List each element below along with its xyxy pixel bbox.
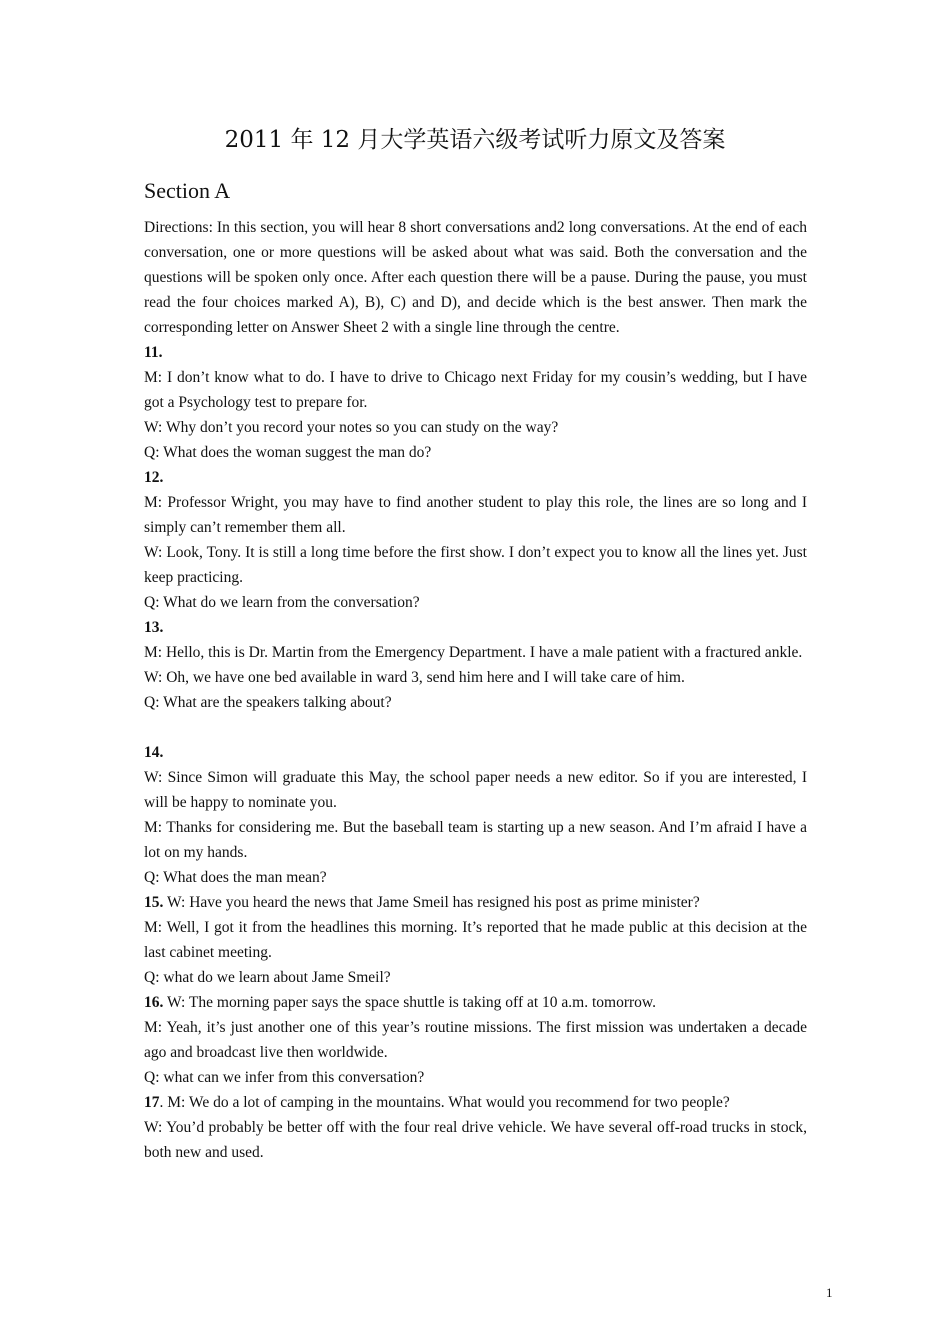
dialogue-line: W: Why don’t you record your notes so you can study on the way? xyxy=(144,419,559,436)
question-number-17: 17 xyxy=(144,1094,160,1111)
dialogue-line: 15. W: Have you heard the news that Jame Smeil has resigned his post as prime minister? xyxy=(144,894,700,911)
dialogue-line: M: Professor Wright, you may have to find another student to play this role, the lines are so long and I simply can’t remember them all. xyxy=(144,494,807,536)
question-number-15: 15. xyxy=(144,894,164,911)
dialogue-line: 17. M: We do a lot of camping in the mountains. What would you recommend for two people? xyxy=(144,1094,730,1111)
question-number-11: 11. xyxy=(144,344,163,361)
dialogue-line: M: Hello, this is Dr. Martin from the Emergency Department. I have a male patient with a fractured ankle. xyxy=(144,644,803,661)
question-line: Q: what can we infer from this conversation? xyxy=(144,1069,425,1086)
question-line: Q: What does the man mean? xyxy=(144,869,327,886)
question-number-12: 12. xyxy=(144,469,164,486)
question-line: Q: What do we learn from the conversation? xyxy=(144,594,420,611)
question-line: Q: What does the woman suggest the man do? xyxy=(144,444,432,461)
question-number-14: 14. xyxy=(144,744,164,761)
dialogue-line: W: Look, Tony. It is still a long time before the first show. I don’t expect you to know all the lines yet. Just keep practicing. xyxy=(144,544,807,586)
dialogue-line: 16. W: The morning paper says the space shuttle is taking off at 10 a.m. tomorrow. xyxy=(144,994,656,1011)
dialogue-line: W: You’d probably be better off with the four real drive vehicle. We have several off-road trucks in stock, both new and used. xyxy=(144,1119,807,1161)
page-title: 2011 年 12 月大学英语六级考试听力原文及答案 xyxy=(224,127,726,153)
page-number: 1 xyxy=(826,1285,833,1300)
question-number-16: 16. xyxy=(144,994,164,1011)
dialogue-line: W: Oh, we have one bed available in ward 3, send him here and I will take care of him. xyxy=(144,669,685,686)
document-body xyxy=(144,215,807,1165)
section-heading: Section A xyxy=(144,178,231,203)
dialogue-line: M: Well, I got it from the headlines this morning. It’s reported that he made public at this decision at the last cabinet meeting. xyxy=(144,919,807,961)
question-line: Q: What are the speakers talking about? xyxy=(144,694,392,711)
blank-line xyxy=(144,715,807,740)
question-number-13: 13. xyxy=(144,619,164,636)
dialogue-line: M: Thanks for considering me. But the baseball team is starting up a new season. And I’m afraid I have a lot on my hands. xyxy=(144,819,807,861)
dialogue-line: M: I don’t know what to do. I have to drive to Chicago next Friday for my cousin’s wedding, but I have got a Psychology test to prepare for. xyxy=(144,369,807,411)
dialogue-line: M: Yeah, it’s just another one of this year’s routine missions. The first mission was undertaken a decade ago and broadcast live then worldwide. xyxy=(144,1019,807,1061)
directions-paragraph: Directions: In this section, you will hear 8 short conversations and2 long conversations. At the end of each conversation, one or more questions will be asked about what was said. Both the conversation and the questions will be spoken only once. After each question there will be a pause. During the pause, you must read the four choices marked A), B), C) and D), and decide which is the best answer. Then mark the corresponding letter on Answer Sheet 2 with a single line through the centre. xyxy=(144,219,807,336)
question-line: Q: what do we learn about Jame Smeil? xyxy=(144,969,391,986)
dialogue-line: W: Since Simon will graduate this May, the school paper needs a new editor. So if you are interested, I will be happy to nominate you. xyxy=(144,769,807,811)
